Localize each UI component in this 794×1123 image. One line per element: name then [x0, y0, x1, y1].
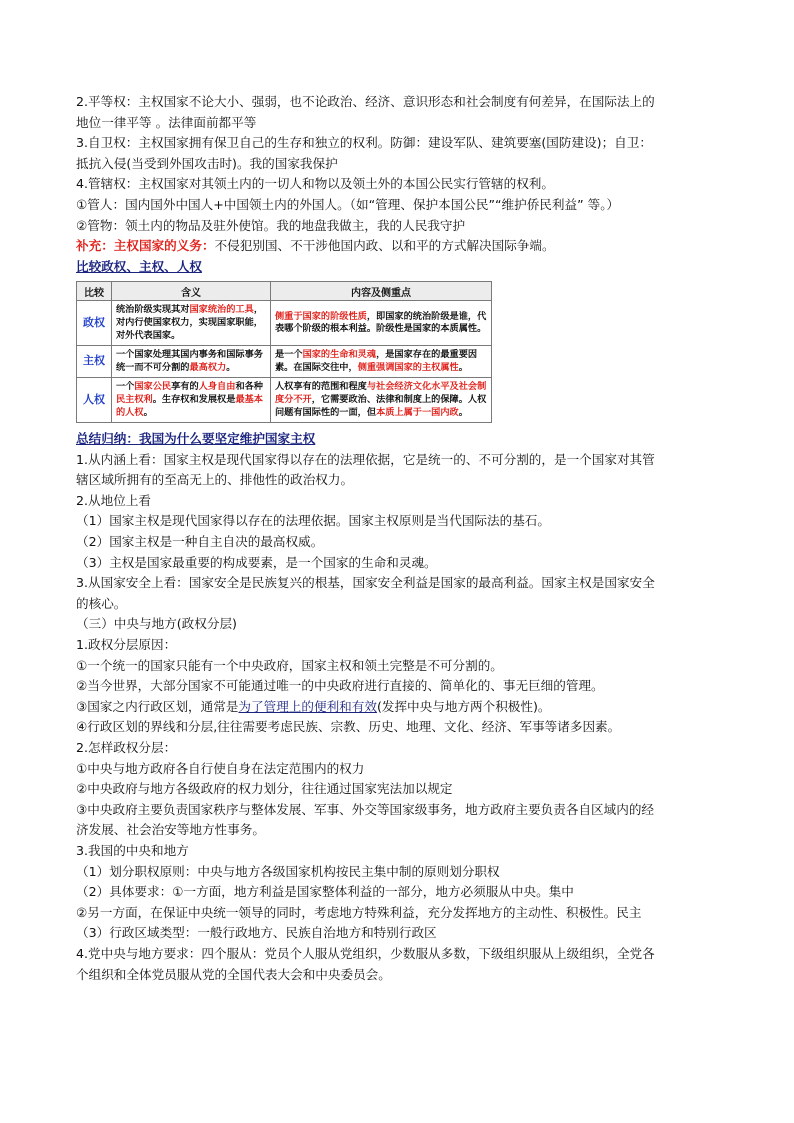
- equality-right-line-2: 地位一律平等 。法律面前都平等: [76, 114, 257, 130]
- summary-line: （2）国家主权是一种自主自决的最高权威。: [76, 534, 324, 550]
- header-meaning: 含义: [112, 282, 271, 301]
- section3-line: ②当今世界，大部分国家不可能通过唯一的中央政府进行直接的、简单化的、事无巨细的管理。: [76, 678, 604, 694]
- summary-line: 1.从内涵上看：国家主权是现代国家得以存在的法理依据，它是统一的、不可分割的，是一个国家对其管: [76, 451, 655, 467]
- section3-line: 1.政权分层原因：: [76, 637, 177, 653]
- manage-people-line: ①管人：国内国外中国人+中国领土内的外国人。（如“管理、保护本国公民”“维护侨民利益” 等。）: [76, 196, 620, 212]
- section3-line: ④行政区划的界线和分层,往往需要考虑民族、宗教、历史、地理、文化、经济、军事等诸多因素。: [76, 719, 621, 735]
- row-meaning-sovereignty: 一个国家处理其国内事务和国际事务统一而不可分割的最高权力。: [112, 346, 271, 378]
- row-label-regime: 政权: [77, 301, 112, 346]
- underlined-phrase: 为了管理上的便利和有效: [238, 698, 377, 714]
- section3-line: ③国家之内行政区划，通常是为了管理上的便利和有效(发挥中央与地方两个积极性)。: [76, 698, 551, 714]
- supplement-line: [76, 236, 722, 257]
- compare-heading-text: 比较政权、主权、人权: [76, 258, 202, 274]
- row-content-human-rights: 人权享有的范围和程度与社会经济文化水平及社会制度分不开，它需要政治、法律和制度上的保障。人权问题有国际性的一面，但本质上属于一国内政。: [271, 378, 492, 423]
- section3-line: （3）行政区域类型：一般行政地方、民族自治地方和特别行政区: [76, 925, 437, 941]
- section3-line: （1）划分职权原则：中央与地方各级国家机构按民主集中制的原则划分职权: [76, 863, 500, 879]
- row-meaning-human-rights: 一个国家公民享有的人身自由和各种民主权利。生存权和发展权是最基本的人权。: [112, 378, 271, 423]
- supplement-text: 不侵犯别国、不干涉他国内政、以和平的方式解决国际争端。: [214, 238, 555, 254]
- section3-line: 3.我国的中央和地方: [76, 842, 189, 858]
- header-content: 内容及侧重点: [271, 282, 492, 301]
- summary-line: 辖区域所拥有的至高无上的、排他性的政治权力。: [76, 472, 354, 488]
- section3-line: 个组织和全体党员服从党的全国代表大会和中央委员会。: [76, 966, 391, 982]
- document-page: [76, 92, 722, 985]
- row-meaning-regime: 统治阶级实现其对国家统治的工具，对内行使国家权力，实现国家职能，对外代表国家。: [112, 301, 271, 346]
- section3-line: 4.党中央与地方要求：四个服从：党员个人服从党组织，少数服从多数，下级组织服从上级组织，全党各: [76, 945, 655, 961]
- section3-line: （2）具体要求：①一方面，地方利益是国家整体利益的一部分，地方必须服从中央。集中: [76, 884, 574, 900]
- summary-line: 2.从地位上看: [76, 492, 151, 508]
- section3-line: ②另一方面，在保证中央统一领导的同时，考虑地方特殊利益，充分发挥地方的主动性、积极性。民主: [76, 904, 642, 920]
- section3-line: 济发展、社会治安等地方性事务。: [76, 822, 265, 838]
- row-content-sovereignty: 是一个国家的生命和灵魂，是国家存在的最重要因素。在国际交往中，侧重强调国家的主权属性。: [271, 346, 492, 378]
- section3-line: ①中央与地方政府各自行使自身在法定范围内的权力: [76, 760, 365, 776]
- summary-heading-text: 总结归纳：我国为什么要坚定维护国家主权: [76, 431, 316, 447]
- summary-line: （3）主权是国家最重要的构成要素，是一个国家的生命和灵魂。: [76, 554, 437, 570]
- summary-line: （1）国家主权是现代国家得以存在的法理依据。国家主权原则是当代国际法的基石。: [76, 513, 550, 529]
- header-compare: 比较: [77, 282, 112, 301]
- row-content-regime: 侧重于国家的阶级性质，即国家的统治阶级是谁，代表哪个阶级的根本利益。阶级性是国家的本质属性。: [271, 301, 492, 346]
- manage-things-line: ②管物：领土内的物品及驻外使馆。我的地盘我做主，我的人民我守护: [76, 217, 466, 233]
- summary-line: 3.从国家安全上看：国家安全是民族复兴的根基，国家安全利益是国家的最高利益。国家主权是国家安全: [76, 575, 655, 591]
- row-label-sovereignty: 主权: [77, 346, 112, 378]
- summary-heading: [76, 429, 722, 450]
- comparison-table: [76, 281, 492, 423]
- summary-line: 的核心。: [76, 595, 127, 611]
- section3-line: ③中央政府主要负责国家秩序与整体发展、军事、外交等国家级事务，地方政府主要负责各自区域内的经: [76, 801, 655, 817]
- jurisdiction-line: 4.管辖权：主权国家对其领土内的一切人和物以及领土外的本国公民实行管辖的权利。: [76, 176, 554, 192]
- supplement-label: 补充：主权国家的义务：: [76, 238, 215, 254]
- table-header-row: [77, 282, 492, 301]
- table-row: [77, 378, 492, 423]
- section3-line: ①一个统一的国家只能有一个中央政府，国家主权和领土完整是不可分割的。: [76, 657, 503, 673]
- section3-line: ②中央政府与地方各级政府的权力划分，往往通过国家宪法加以规定: [76, 781, 453, 797]
- self-defense-line-1: 3.自卫权：主权国家拥有保卫自己的生存和独立的权利。防御：建设军队、建筑要塞(国防建设)；自卫：: [76, 135, 652, 151]
- section3-line: 2.怎样政权分层：: [76, 740, 177, 755]
- row-label-human-rights: 人权: [77, 378, 112, 423]
- self-defense-line-2: 抵抗入侵(当受到外国攻击时)。我的国家我保护: [76, 155, 338, 171]
- table-row: [77, 301, 492, 346]
- section3-heading: （三）中央与地方(政权分层): [76, 616, 237, 632]
- equality-right-line-1: 2.平等权：主权国家不论大小、强弱，也不论政治、经济、意识形态和社会制度有何差异，在国际法上的: [76, 94, 655, 109]
- table-row: [77, 346, 492, 378]
- compare-heading: [76, 257, 722, 278]
